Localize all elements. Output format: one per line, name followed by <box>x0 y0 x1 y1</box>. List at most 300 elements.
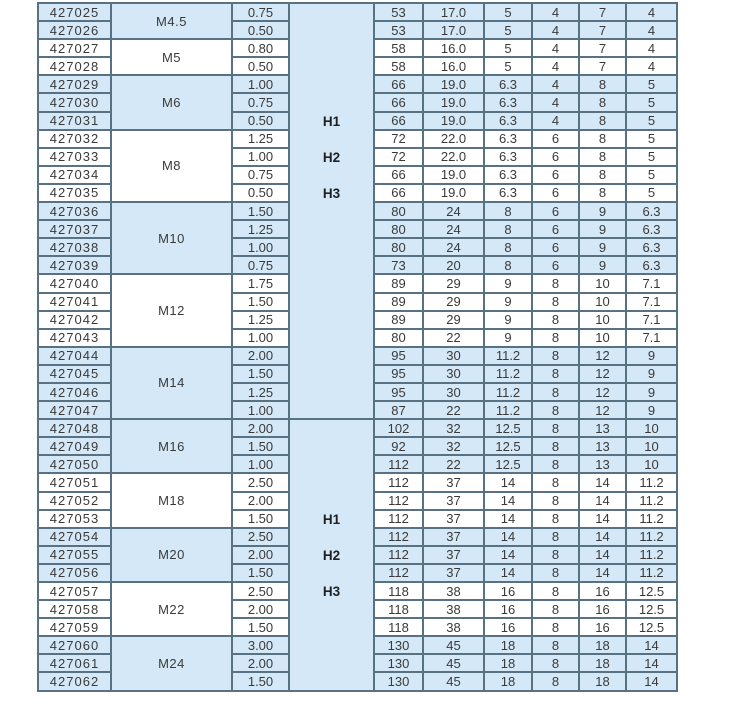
dimension-value-cell: 5 <box>626 112 677 130</box>
dimension-value-cell: 16 <box>579 582 626 600</box>
dimension-value-cell: 5 <box>484 57 532 75</box>
dimension-value-cell: 17.0 <box>423 21 484 39</box>
dimension-value-cell: 8 <box>532 329 579 347</box>
dimension-value-cell: 95 <box>374 347 423 365</box>
dimension-value-cell: 4 <box>532 93 579 111</box>
dimension-value-cell: 9 <box>484 293 532 311</box>
dimension-value-cell: 8 <box>532 582 579 600</box>
dimension-value-cell: 4 <box>532 39 579 57</box>
dimension-value-cell: 30 <box>423 365 484 383</box>
dimension-value-cell: 16 <box>484 582 532 600</box>
dimension-value-cell: 16.0 <box>423 57 484 75</box>
dimension-value-cell: 89 <box>374 274 423 292</box>
pitch-cell: 0.75 <box>232 256 289 274</box>
dimension-value-cell: 11.2 <box>626 510 677 528</box>
dimension-value-cell: 10 <box>579 274 626 292</box>
dimension-value-cell: 19.0 <box>423 75 484 93</box>
dimension-value-cell: 8 <box>532 401 579 419</box>
thread-size-cell: M22 <box>111 582 232 636</box>
dimension-value-cell: 9 <box>484 329 532 347</box>
dimension-value-cell: 19.0 <box>423 184 484 202</box>
article-code-cell: 427061 <box>38 654 111 672</box>
dimension-value-cell: 24 <box>423 238 484 256</box>
dimension-value-cell: 8 <box>532 419 579 437</box>
dimension-value-cell: 11.2 <box>484 401 532 419</box>
dimension-value-cell: 10 <box>626 419 677 437</box>
dimension-value-cell: 112 <box>374 528 423 546</box>
dimension-value-cell: 6 <box>532 184 579 202</box>
dimension-value-cell: 5 <box>626 93 677 111</box>
pitch-cell: 0.80 <box>232 39 289 57</box>
dimension-value-cell: 18 <box>484 636 532 654</box>
pitch-cell: 1.00 <box>232 455 289 473</box>
dimension-value-cell: 14 <box>579 510 626 528</box>
dimension-value-cell: 14 <box>484 564 532 582</box>
dimension-value-cell: 66 <box>374 184 423 202</box>
dimension-value-cell: 5 <box>484 21 532 39</box>
dimension-value-cell: 8 <box>484 256 532 274</box>
dimension-value-cell: 22.0 <box>423 148 484 166</box>
article-code-cell: 427030 <box>38 93 111 111</box>
dimension-value-cell: 29 <box>423 311 484 329</box>
dimension-value-cell: 8 <box>579 130 626 148</box>
article-code-cell: 427036 <box>38 202 111 220</box>
pitch-cell: 0.50 <box>232 184 289 202</box>
dimension-value-cell: 6.3 <box>484 184 532 202</box>
article-code-cell: 427058 <box>38 600 111 618</box>
dimension-value-cell: 38 <box>423 582 484 600</box>
table-row <box>38 3 677 21</box>
dimension-value-cell: 16 <box>579 618 626 636</box>
dimension-value-cell: 13 <box>579 437 626 455</box>
thread-size-cell: M5 <box>111 39 232 75</box>
tolerance-class-cell <box>289 419 374 690</box>
dimension-value-cell: 130 <box>374 654 423 672</box>
dimension-value-cell: 8 <box>532 293 579 311</box>
dimension-value-cell: 92 <box>374 437 423 455</box>
pitch-cell: 2.50 <box>232 528 289 546</box>
dimension-value-cell: 7 <box>579 39 626 57</box>
dimension-value-cell: 66 <box>374 112 423 130</box>
dimension-value-cell: 7 <box>579 57 626 75</box>
dimension-value-cell: 10 <box>626 437 677 455</box>
dimension-value-cell: 8 <box>532 546 579 564</box>
dimension-value-cell: 11.2 <box>626 473 677 491</box>
dimension-value-cell: 11.2 <box>484 383 532 401</box>
dimension-value-cell: 14 <box>626 654 677 672</box>
thread-size-cell: M10 <box>111 202 232 274</box>
pitch-cell: 1.50 <box>232 672 289 690</box>
dimension-value-cell: 8 <box>579 75 626 93</box>
dimension-value-cell: 130 <box>374 672 423 690</box>
article-code-cell: 427026 <box>38 21 111 39</box>
pitch-cell: 1.75 <box>232 274 289 292</box>
dimension-value-cell: 89 <box>374 293 423 311</box>
dimension-value-cell: 6.3 <box>626 238 677 256</box>
dimension-value-cell: 9 <box>626 383 677 401</box>
dimension-value-cell: 37 <box>423 510 484 528</box>
dimension-value-cell: 66 <box>374 166 423 184</box>
dimension-value-cell: 6 <box>532 220 579 238</box>
pitch-cell: 1.50 <box>232 202 289 220</box>
dimension-value-cell: 6 <box>532 130 579 148</box>
dimension-value-cell: 66 <box>374 93 423 111</box>
dimension-value-cell: 95 <box>374 383 423 401</box>
h-label: H3 <box>322 186 341 201</box>
dimension-value-cell: 19.0 <box>423 112 484 130</box>
dimension-value-cell: 9 <box>626 347 677 365</box>
dimension-value-cell: 14 <box>484 473 532 491</box>
article-code-cell: 427032 <box>38 130 111 148</box>
dimension-value-cell: 14 <box>626 636 677 654</box>
pitch-cell: 1.50 <box>232 510 289 528</box>
dimension-value-cell: 112 <box>374 564 423 582</box>
dimension-value-cell: 14 <box>579 546 626 564</box>
dimension-value-cell: 8 <box>532 274 579 292</box>
dimension-value-cell: 20 <box>423 256 484 274</box>
dimension-value-cell: 38 <box>423 600 484 618</box>
dimension-value-cell: 112 <box>374 492 423 510</box>
article-code-cell: 427028 <box>38 57 111 75</box>
dimension-value-cell: 8 <box>532 383 579 401</box>
dimension-value-cell: 9 <box>484 274 532 292</box>
article-code-cell: 427060 <box>38 636 111 654</box>
dimension-value-cell: 5 <box>626 148 677 166</box>
thread-size-cell: M4.5 <box>111 3 232 39</box>
article-code-cell: 427048 <box>38 419 111 437</box>
dimension-value-cell: 7.1 <box>626 329 677 347</box>
dimension-value-cell: 7 <box>579 21 626 39</box>
dimension-value-cell: 6.3 <box>484 148 532 166</box>
article-code-cell: 427039 <box>38 256 111 274</box>
dimension-value-cell: 11.2 <box>626 564 677 582</box>
dimension-value-cell: 4 <box>532 57 579 75</box>
article-code-cell: 427042 <box>38 311 111 329</box>
pitch-cell: 1.00 <box>232 238 289 256</box>
pitch-cell: 2.00 <box>232 492 289 510</box>
dimension-value-cell: 6.3 <box>484 93 532 111</box>
article-code-cell: 427035 <box>38 184 111 202</box>
dimension-value-cell: 8 <box>579 112 626 130</box>
article-code-cell: 427051 <box>38 473 111 491</box>
dimension-value-cell: 37 <box>423 492 484 510</box>
dimension-value-cell: 4 <box>532 75 579 93</box>
dimension-value-cell: 14 <box>579 473 626 491</box>
article-code-cell: 427046 <box>38 383 111 401</box>
pitch-cell: 1.50 <box>232 365 289 383</box>
dimension-value-cell: 8 <box>532 654 579 672</box>
pitch-cell: 1.00 <box>232 148 289 166</box>
dimension-value-cell: 8 <box>532 510 579 528</box>
dimension-value-cell: 37 <box>423 473 484 491</box>
dimension-value-cell: 9 <box>626 365 677 383</box>
article-code-cell: 427025 <box>38 3 111 21</box>
dimension-value-cell: 8 <box>532 636 579 654</box>
dimension-value-cell: 6.3 <box>626 220 677 238</box>
dimension-value-cell: 45 <box>423 636 484 654</box>
dimension-value-cell: 14 <box>484 510 532 528</box>
article-code-cell: 427033 <box>38 148 111 166</box>
pitch-cell: 1.00 <box>232 75 289 93</box>
dimension-value-cell: 12 <box>579 401 626 419</box>
dimension-value-cell: 18 <box>579 636 626 654</box>
dimension-value-cell: 18 <box>484 654 532 672</box>
pitch-cell: 3.00 <box>232 636 289 654</box>
dimension-value-cell: 118 <box>374 582 423 600</box>
dimension-value-cell: 8 <box>532 492 579 510</box>
dimension-value-cell: 53 <box>374 21 423 39</box>
article-code-cell: 427034 <box>38 166 111 184</box>
dimension-value-cell: 11.2 <box>484 365 532 383</box>
dimension-value-cell: 10 <box>579 311 626 329</box>
pitch-cell: 1.50 <box>232 564 289 582</box>
dimension-value-cell: 8 <box>484 238 532 256</box>
dimension-value-cell: 112 <box>374 473 423 491</box>
pitch-cell: 1.00 <box>232 401 289 419</box>
dimension-value-cell: 16 <box>484 618 532 636</box>
dimension-value-cell: 12.5 <box>626 618 677 636</box>
pitch-cell: 1.50 <box>232 437 289 455</box>
dimension-value-cell: 4 <box>532 112 579 130</box>
dimension-value-cell: 14 <box>579 492 626 510</box>
dimension-value-cell: 89 <box>374 311 423 329</box>
dimension-value-cell: 12 <box>579 383 626 401</box>
dimension-value-cell: 22.0 <box>423 130 484 148</box>
dimension-value-cell: 16 <box>579 600 626 618</box>
article-code-cell: 427057 <box>38 582 111 600</box>
dimension-value-cell: 12.5 <box>484 455 532 473</box>
dimension-value-cell: 4 <box>626 3 677 21</box>
article-code-cell: 427037 <box>38 220 111 238</box>
dimension-value-cell: 4 <box>626 39 677 57</box>
dimension-value-cell: 8 <box>532 564 579 582</box>
dimension-value-cell: 118 <box>374 618 423 636</box>
dimension-value-cell: 6 <box>532 202 579 220</box>
dimension-value-cell: 30 <box>423 383 484 401</box>
dimension-value-cell: 8 <box>532 455 579 473</box>
article-code-cell: 427052 <box>38 492 111 510</box>
tolerance-class-cell <box>289 3 374 419</box>
thread-size-cell: M14 <box>111 347 232 419</box>
dimension-value-cell: 5 <box>626 184 677 202</box>
dimension-value-cell: 6 <box>532 148 579 166</box>
dimension-value-cell: 8 <box>532 437 579 455</box>
h-label: H2 <box>322 548 341 564</box>
dimension-value-cell: 14 <box>484 528 532 546</box>
dimension-value-cell: 7.1 <box>626 311 677 329</box>
dimension-value-cell: 11.2 <box>484 347 532 365</box>
dimension-value-cell: 4 <box>626 57 677 75</box>
article-code-cell: 427054 <box>38 528 111 546</box>
article-code-cell: 427049 <box>38 437 111 455</box>
dimension-value-cell: 6 <box>532 238 579 256</box>
dimension-value-cell: 6 <box>532 256 579 274</box>
dimension-value-cell: 6 <box>532 166 579 184</box>
dimension-value-cell: 13 <box>579 419 626 437</box>
dimension-value-cell: 11.2 <box>626 528 677 546</box>
dimension-value-cell: 16 <box>484 600 532 618</box>
dimension-value-cell: 102 <box>374 419 423 437</box>
dimension-value-cell: 4 <box>532 3 579 21</box>
dimension-value-cell: 16.0 <box>423 39 484 57</box>
article-code-cell: 427044 <box>38 347 111 365</box>
dimension-value-cell: 29 <box>423 293 484 311</box>
table-row <box>38 419 677 437</box>
dimension-value-cell: 14 <box>484 492 532 510</box>
pitch-cell: 2.00 <box>232 546 289 564</box>
thread-size-cell: M6 <box>111 75 232 129</box>
dimension-value-cell: 4 <box>626 21 677 39</box>
dimension-value-cell: 37 <box>423 528 484 546</box>
dimension-value-cell: 72 <box>374 148 423 166</box>
article-code-cell: 427055 <box>38 546 111 564</box>
article-code-cell: 427059 <box>38 618 111 636</box>
pitch-cell: 2.00 <box>232 600 289 618</box>
pitch-cell: 0.50 <box>232 57 289 75</box>
pitch-cell: 1.50 <box>232 293 289 311</box>
pitch-cell: 1.25 <box>232 383 289 401</box>
pitch-cell: 0.75 <box>232 3 289 21</box>
dimension-value-cell: 8 <box>532 365 579 383</box>
article-code-cell: 427041 <box>38 293 111 311</box>
dimension-value-cell: 130 <box>374 636 423 654</box>
dimension-value-cell: 30 <box>423 347 484 365</box>
article-code-cell: 427043 <box>38 329 111 347</box>
article-code-cell: 427056 <box>38 564 111 582</box>
thread-spec-table <box>37 2 678 692</box>
dimension-value-cell: 14 <box>484 546 532 564</box>
dimension-value-cell: 8 <box>532 618 579 636</box>
pitch-cell: 1.25 <box>232 220 289 238</box>
dimension-value-cell: 5 <box>484 39 532 57</box>
dimension-value-cell: 45 <box>423 654 484 672</box>
dimension-value-cell: 22 <box>423 401 484 419</box>
article-code-cell: 427062 <box>38 672 111 690</box>
dimension-value-cell: 6.3 <box>484 130 532 148</box>
thread-size-cell: M20 <box>111 528 232 582</box>
dimension-value-cell: 18 <box>579 654 626 672</box>
pitch-cell: 0.50 <box>232 112 289 130</box>
dimension-value-cell: 10 <box>626 455 677 473</box>
pitch-cell: 2.50 <box>232 582 289 600</box>
pitch-cell: 2.00 <box>232 419 289 437</box>
dimension-value-cell: 87 <box>374 401 423 419</box>
dimension-value-cell: 24 <box>423 220 484 238</box>
dimension-value-cell: 118 <box>374 600 423 618</box>
dimension-value-cell: 7.1 <box>626 293 677 311</box>
dimension-value-cell: 73 <box>374 256 423 274</box>
dimension-value-cell: 8 <box>532 600 579 618</box>
dimension-value-cell: 8 <box>579 93 626 111</box>
dimension-value-cell: 6.3 <box>484 166 532 184</box>
h-label: H1 <box>322 114 341 129</box>
dimension-value-cell: 80 <box>374 220 423 238</box>
dimension-value-cell: 19.0 <box>423 166 484 184</box>
article-code-cell: 427050 <box>38 455 111 473</box>
article-code-cell: 427053 <box>38 510 111 528</box>
dimension-value-cell: 8 <box>579 148 626 166</box>
thread-size-cell: M16 <box>111 419 232 473</box>
dimension-value-cell: 5 <box>626 130 677 148</box>
article-code-cell: 427031 <box>38 112 111 130</box>
dimension-value-cell: 11.2 <box>626 546 677 564</box>
dimension-value-cell: 6.3 <box>484 75 532 93</box>
thread-size-cell: M12 <box>111 274 232 346</box>
pitch-cell: 2.00 <box>232 347 289 365</box>
dimension-value-cell: 6.3 <box>484 112 532 130</box>
article-code-cell: 427029 <box>38 75 111 93</box>
dimension-value-cell: 8 <box>484 202 532 220</box>
pitch-cell: 1.25 <box>232 130 289 148</box>
dimension-value-cell: 24 <box>423 202 484 220</box>
dimension-value-cell: 38 <box>423 618 484 636</box>
dimension-value-cell: 12.5 <box>484 419 532 437</box>
article-code-cell: 427027 <box>38 39 111 57</box>
dimension-value-cell: 8 <box>484 220 532 238</box>
article-code-cell: 427047 <box>38 401 111 419</box>
dimension-value-cell: 12.5 <box>626 600 677 618</box>
dimension-value-cell: 12 <box>579 347 626 365</box>
dimension-value-cell: 11.2 <box>626 492 677 510</box>
dimension-value-cell: 9 <box>579 202 626 220</box>
dimension-value-cell: 19.0 <box>423 93 484 111</box>
article-code-cell: 427040 <box>38 274 111 292</box>
dimension-value-cell: 80 <box>374 238 423 256</box>
dimension-value-cell: 18 <box>484 672 532 690</box>
thread-size-cell: M24 <box>111 636 232 690</box>
article-code-cell: 427045 <box>38 365 111 383</box>
dimension-value-cell: 66 <box>374 75 423 93</box>
dimension-value-cell: 5 <box>626 166 677 184</box>
dimension-value-cell: 12 <box>579 365 626 383</box>
pitch-cell: 0.50 <box>232 21 289 39</box>
dimension-value-cell: 37 <box>423 546 484 564</box>
dimension-value-cell: 58 <box>374 57 423 75</box>
dimension-value-cell: 10 <box>579 329 626 347</box>
dimension-value-cell: 4 <box>532 21 579 39</box>
dimension-value-cell: 9 <box>484 311 532 329</box>
dimension-value-cell: 45 <box>423 672 484 690</box>
dimension-value-cell: 8 <box>532 311 579 329</box>
dimension-value-cell: 95 <box>374 365 423 383</box>
dimension-value-cell: 32 <box>423 437 484 455</box>
thread-size-cell: M18 <box>111 473 232 527</box>
dimension-value-cell: 10 <box>579 293 626 311</box>
spec-table-body <box>38 3 677 691</box>
pitch-cell: 2.50 <box>232 473 289 491</box>
dimension-value-cell: 7.1 <box>626 274 677 292</box>
pitch-cell: 2.00 <box>232 654 289 672</box>
dimension-value-cell: 53 <box>374 3 423 21</box>
dimension-value-cell: 8 <box>579 184 626 202</box>
dimension-value-cell: 22 <box>423 329 484 347</box>
h-label: H1 <box>322 512 341 528</box>
dimension-value-cell: 80 <box>374 329 423 347</box>
thread-size-cell: M8 <box>111 130 232 202</box>
dimension-value-cell: 9 <box>626 401 677 419</box>
dimension-value-cell: 14 <box>579 528 626 546</box>
dimension-value-cell: 12.5 <box>484 437 532 455</box>
dimension-value-cell: 14 <box>626 672 677 690</box>
dimension-value-cell: 22 <box>423 455 484 473</box>
h-label: H2 <box>322 150 341 165</box>
dimension-value-cell: 9 <box>579 256 626 274</box>
dimension-value-cell: 18 <box>579 672 626 690</box>
dimension-value-cell: 32 <box>423 419 484 437</box>
dimension-value-cell: 7 <box>579 3 626 21</box>
dimension-value-cell: 17.0 <box>423 3 484 21</box>
dimension-value-cell: 112 <box>374 455 423 473</box>
